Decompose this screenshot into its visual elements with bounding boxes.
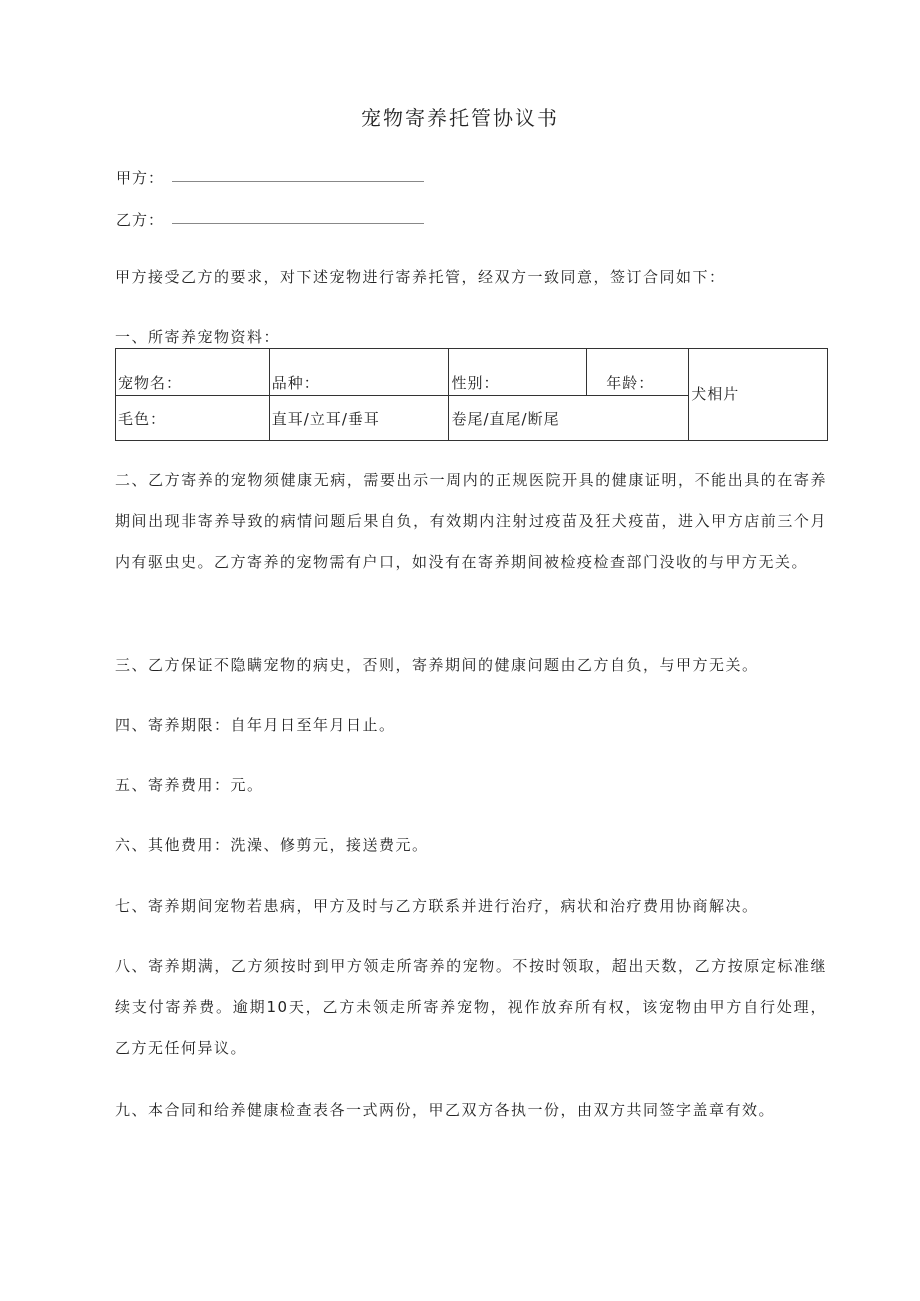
dog-photo-cell: 犬相片	[689, 349, 828, 441]
tail-type-cell: 卷尾/直尾/断尾	[449, 396, 689, 441]
breed-cell: 品种：	[269, 349, 449, 396]
section9-paragraph: 九、本合同和给养健康检查表各一式两份，甲乙双方各执一份，由双方共同签字盖章有效。	[115, 1101, 776, 1119]
age-cell: 年龄：	[587, 349, 689, 396]
party-a-field	[116, 167, 164, 188]
party-a-blank-line	[172, 181, 424, 182]
party-b-blank-line	[172, 223, 424, 224]
section4-paragraph: 四、寄养期限：自年月日至年月日止。	[115, 716, 396, 734]
section2-paragraph: 二、乙方寄养的宠物须健康无病，需要出示一周内的正规医院开具的健康证明，不能出具的在寄养期间出现非寄养导致的病情问题后果自负，有效期内注射过疫苗及狂犬疫苗，进入甲方店前三个月内有驱虫史。乙方寄养的宠物需有户口，如没有在寄养期间被检疫检查部门没收的与甲方无关。	[115, 471, 827, 571]
pet-name-cell: 宠物名：	[116, 349, 270, 396]
section8-paragraph: 八、寄养期满，乙方须按时到甲方领走所寄养的宠物。不按时领取，超出天数，乙方按原定标准继续支付寄养费。逾期10天，乙方未领走所寄养宠物，视作放弃所有权，该宠物由甲方自行处理，乙方无任何异议。	[115, 957, 827, 1057]
coat-color-cell: 毛色：	[116, 396, 270, 441]
intro-paragraph: 甲方接受乙方的要求，对下述宠物进行寄养托管，经双方一致同意，签订合同如下：	[115, 268, 726, 286]
section1-heading: 一、所寄养宠物资料：	[115, 328, 281, 346]
party-b-field	[116, 209, 164, 230]
document-title: 宠物寄养托管协议书	[361, 106, 559, 130]
party-b-label: 乙方：	[116, 211, 165, 229]
section6-paragraph: 六、其他费用：洗澡、修剪元，接送费元。	[115, 836, 429, 854]
gender-cell: 性别：	[449, 349, 587, 396]
party-a-label: 甲方：	[116, 169, 165, 187]
section7-paragraph: 七、寄养期间宠物若患病，甲方及时与乙方联系并进行治疗，病状和治疗费用协商解决。	[115, 897, 759, 915]
pet-info-table	[115, 348, 828, 441]
section3-paragraph: 三、乙方保证不隐瞒宠物的病史，否则，寄养期间的健康问题由乙方自负，与甲方无关。	[115, 656, 759, 674]
ear-type-cell: 直耳/立耳/垂耳	[269, 396, 449, 441]
section5-paragraph: 五、寄养费用：元。	[115, 776, 264, 794]
